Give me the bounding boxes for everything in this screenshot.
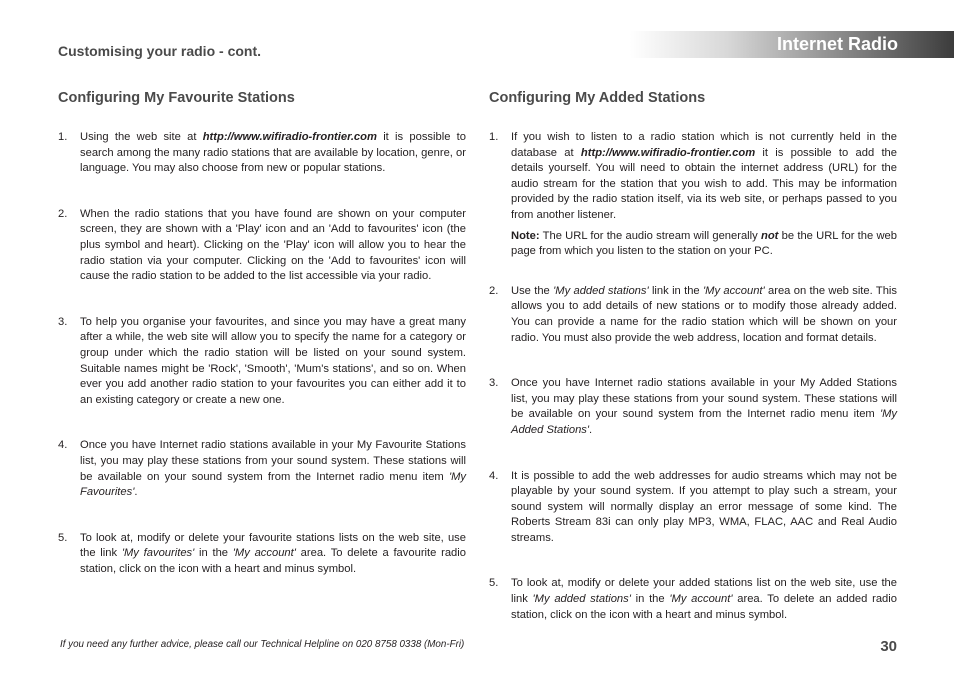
favourite-stations-heading: Configuring My Favourite Stations bbox=[58, 90, 295, 106]
page-number: 30 bbox=[880, 638, 897, 655]
added-stations-column bbox=[489, 90, 897, 623]
helpline-footer: If you need any further advice, please call our Technical Helpline on 020 8758 0338 (Mon-Fri) bbox=[60, 639, 465, 650]
web-link[interactable]: http://www.wifiradio-frontier.com bbox=[202, 131, 377, 143]
favourite-stations-column bbox=[58, 90, 466, 577]
list-item: 2. When the radio stations that you have found are shown on your computer screen, they are shown with a 'Play' icon and an 'Add to favourites' icon (the plus symbol and heart). Clicking on the 'Play' icon will allow you to hear the radio station via your computer. Clicking on the 'Add to favourites' icon will cause the radio station to be added to the list accessible via your radio. bbox=[58, 207, 466, 283]
added-stations-heading: Configuring My Added Stations bbox=[489, 90, 706, 106]
page-subtitle: Customising your radio - cont. bbox=[58, 43, 262, 59]
header-bar bbox=[630, 31, 954, 58]
list-item: 3. To help you organise your favourites, and since you may have a great many after a while, the web site will allow you to specify the name for a category or group under which the radio station will be listed on your sound system. Suitable names might be 'Rock', 'Smooth', 'Mum's stations', and so on. When ever you add another radio station to your favourites you can either add it to an existing category or create a new one. bbox=[58, 315, 466, 406]
web-link[interactable]: http://www.wifiradio-frontier.com bbox=[580, 146, 756, 159]
list-item: 3. Once you have Internet radio stations available in your My Added Stations list, you may play these stations from your sound system. These stations will be available on your sound system from the Internet radio menu item 'My Added Stations'. bbox=[489, 377, 897, 436]
section-title: Internet Radio bbox=[776, 34, 898, 54]
list-item: 5. To look at, modify or delete your added stations list on the web site, use the link 'My added stations' in the 'My account' area. To delete an added radio station, click on the icon with a heart and minus symbol. bbox=[489, 577, 897, 621]
list-item: 4. It is possible to add the web addresses for audio streams which may not be playable by your sound system. If you attempt to play such a stream, your sound system will normally display an error message of some kind. The Roberts Stream 83i can only play MP3, WMA, FLAC, AAC and Real Audio streams. bbox=[489, 469, 897, 544]
list-item: 2. Use the 'My added stations' link in the 'My account' area on the web site. This allows you to add details of new stations or to modify those already added. You can provide a name for the radio station which will be shown on your radio. You must also provide the web address, location and format details. bbox=[489, 284, 898, 344]
note: Note: The URL for the audio stream will generally not be the URL for the web page from which you listen to the station on your PC. bbox=[511, 229, 897, 258]
list-item: 4. Once you have Internet radio stations available in your My Favourite Stations list, you may play these stations from your sound system. These stations will be available on your sound system from the Internet radio menu item 'My Favourites'. bbox=[58, 439, 466, 499]
list-item: 1. Using the web site at http://www.wifiradio-frontier.com it is possible to search among the many radio stations that are available by location, genre, or language. You may also choose from new or popular stations. bbox=[58, 131, 467, 175]
list-item: 5. To look at, modify or delete your favourite stations lists on the web site, use the link 'My favourites' in the 'My account' area. To delete a favourite radio station, click on the icon with a heart and minus symbol. bbox=[58, 531, 466, 575]
list-item: 1. If you wish to listen to a radio station which is not currently held in the database at http://www.wifiradio-frontier.com it is possible to add the details yourself. You will need to obtain the internet address (URL) for the audio stream for the station that you wish to add. This may be information provided by the radio station itself, via its web site, or perhaps passed to you from another listener. Note: The URL for the audio stream will generally not be the URL for the web page from which you listen to the station on your PC. bbox=[489, 130, 897, 260]
